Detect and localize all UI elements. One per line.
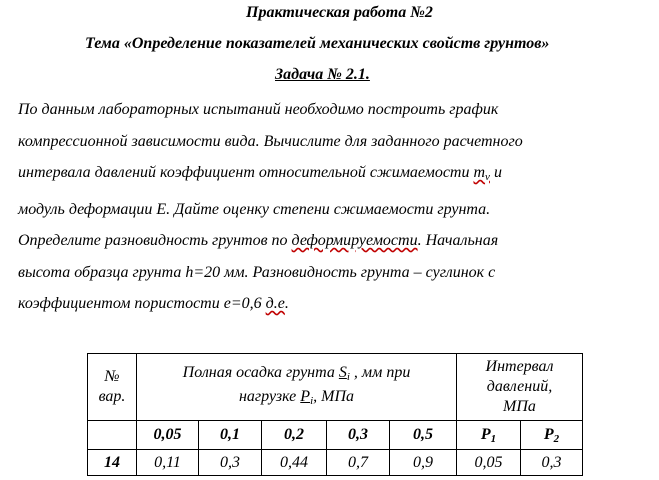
subscript: 2 (553, 432, 560, 445)
subscript: v (485, 171, 490, 183)
text: Интервал (485, 358, 554, 375)
spellcheck-word: д.е (265, 295, 285, 312)
variant-cell: 14 (88, 450, 137, 476)
subscript: i (310, 395, 314, 407)
text: МПа (503, 398, 536, 415)
text: P (543, 425, 554, 443)
text: коэффициентом пористости e=0,6 (18, 295, 266, 312)
paragraph-line: модуль деформации E. Дайте оценку степени сжимаемости грунта. (18, 200, 491, 218)
load-cell: 0,2 (262, 421, 327, 450)
text: . (284, 295, 289, 312)
text: P (480, 425, 491, 443)
text: m (473, 164, 486, 181)
paragraph-line: компрессионной зависимости вида. Вычислите для заданного расчетного (18, 132, 523, 150)
p1-header (457, 421, 521, 450)
symbol: S (338, 364, 347, 381)
text: Полная осадка грунта (182, 364, 339, 381)
variant-header (88, 354, 137, 421)
paragraph-line (18, 288, 648, 320)
work-title: Практическая работа №2 (246, 4, 433, 21)
interval-header (457, 354, 583, 421)
text: интервала давлений коэффициент относительной сжимаемости (18, 164, 474, 181)
settlement-header (137, 354, 457, 421)
text: , МПа (313, 388, 355, 405)
task-title: Задача № 2.1. (275, 66, 370, 83)
text: и (489, 164, 502, 181)
task-description (18, 94, 648, 320)
topic-title: Тема «Определение показателей механических свойств грунтов» (85, 35, 550, 52)
subscript: 1 (490, 432, 497, 445)
table-cell: 0,3 (199, 450, 262, 476)
text: № (104, 368, 120, 385)
text: , мм при (349, 364, 411, 381)
text: вар. (98, 388, 126, 405)
paragraph-line (18, 157, 648, 194)
text: Определите разновидность грунтов по (18, 232, 292, 249)
text: нагрузке (238, 388, 301, 405)
symbol: P (300, 388, 311, 405)
text: давлений, (486, 378, 553, 395)
load-cell: 0,3 (327, 421, 390, 450)
load-cell: 0,05 (137, 421, 199, 450)
table-cell: 0,7 (327, 450, 390, 476)
load-cell: 0,5 (390, 421, 457, 450)
paragraph-line: высота образца грунта h=20 мм. Разновидность грунта – суглинок с (18, 263, 496, 281)
data-table (87, 353, 583, 476)
table-cell: 0,05 (457, 450, 521, 476)
table-cell: 0,3 (521, 450, 583, 476)
spellcheck-word: деформируемости (291, 232, 418, 249)
table-cell: 0,11 (137, 450, 199, 476)
mv-symbol (473, 164, 489, 181)
paragraph-line: По данным лабораторных испытаний необходимо построить график (18, 101, 499, 118)
load-cell: 0,1 (199, 421, 262, 450)
text: . Начальная (417, 232, 499, 249)
table-cell (88, 421, 137, 450)
subscript: i (346, 371, 350, 383)
table-cell: 0,44 (262, 450, 327, 476)
p2-header (521, 421, 583, 450)
paragraph-line (18, 225, 648, 257)
table-cell: 0,9 (390, 450, 457, 476)
